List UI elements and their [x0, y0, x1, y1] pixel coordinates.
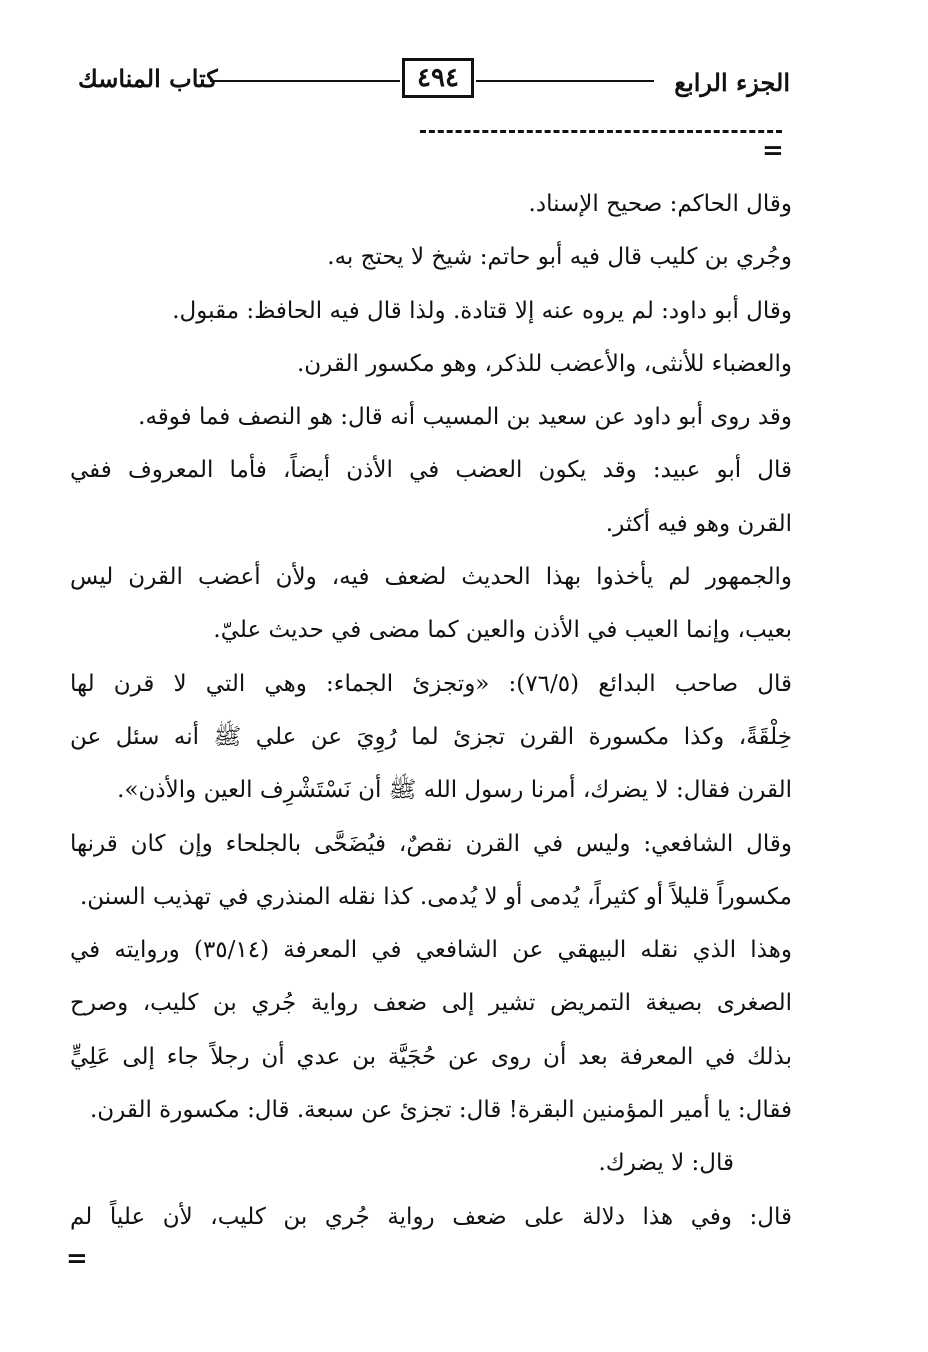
book-title: كتاب المناسك: [78, 64, 218, 93]
continuation-mark-top: =: [762, 136, 784, 166]
page-body: [70, 178, 792, 1244]
text-line: وهذا الذي نقله البيهقي عن الشافعي في المعرفة (٣٥/١٤) وروايته في: [70, 937, 792, 964]
text-line: بعيب، وإنما العيب في الأذن والعين كما مضى في حديث عليّ.: [213, 617, 792, 644]
text-line: والعضباء للأنثى، والأعضب للذكر، وهو مكسور القرن.: [296, 350, 792, 377]
page-header: [78, 58, 790, 108]
text-line: وجُري بن كليب قال فيه أبو حاتم: شيخ لا يحتج به.: [327, 244, 792, 271]
text-line: قال: وفي هذا دلالة على ضعف رواية جُري بن كليب، لأن علياً لم: [70, 1203, 792, 1230]
text-line: القرن وهو فيه أكثر.: [605, 510, 792, 537]
text-line: بذلك في المعرفة بعد أن روى عن حُجَيَّة بن عدي أن رجلاً جاء إلى عَلِيٍّ: [70, 1043, 792, 1070]
text-line: الصغرى بصيغة التمريض تشير إلى ضعف رواية جُري بن كليب، وصرح: [70, 990, 792, 1017]
text-line: القرن فقال: لا يضرك، أمرنا رسول الله ﷺ أن نَسْتَشْرِف العين والأذن».: [117, 777, 792, 804]
part-title: الجزء الرابع: [674, 68, 790, 97]
text-line: فقال: يا أمير المؤمنين البقرة! قال: تجزئ عن سبعة. قال: مكسورة القرن.: [89, 1097, 792, 1124]
text-line: قال صاحب البدائع (٧٦/٥): «وتجزئ الجماء: وهي التي لا قرن لها: [70, 670, 792, 697]
page-number-box: ٤٩٤: [402, 58, 474, 98]
text-line: خِلْقَةً، وكذا مكسورة القرن تجزئ لما رُوِيَ عن علي ﷺ أنه سئل عن: [70, 723, 792, 750]
continuation-mark-bottom: =: [66, 1244, 88, 1274]
continuation-dashes: [420, 130, 782, 133]
text-line: قال أبو عبيد: وقد يكون العضب في الأذن أيضاً، فأما المعروف ففي: [70, 457, 792, 484]
text-line: قال: لا يضرك.: [598, 1150, 734, 1177]
text-line: والجمهور لم يأخذوا بهذا الحديث لضعف فيه، ولأن أعضب القرن ليس: [70, 564, 792, 591]
text-line: وقال أبو داود: لم يروه عنه إلا قتادة. ولذا قال فيه الحافظ: مقبول.: [172, 297, 792, 324]
text-line: وقد روى أبو داود عن سعيد بن المسيب أنه قال: هو النصف فما فوقه.: [138, 404, 792, 431]
text-line: مكسوراً قليلاً أو كثيراً، يُدمى أو لا يُدمى. كذا نقله المنذري في تهذيب السنن.: [79, 883, 792, 910]
text-line: وقال الحاكم: صحيح الإسناد.: [528, 191, 792, 217]
header-rule-left: [210, 80, 400, 82]
text-line: وقال الشافعي: وليس في القرن نقصٌ، فيُضَحَّى بالجلحاء وإن كان قرنها: [70, 830, 792, 857]
header-rule-right: [476, 80, 654, 82]
